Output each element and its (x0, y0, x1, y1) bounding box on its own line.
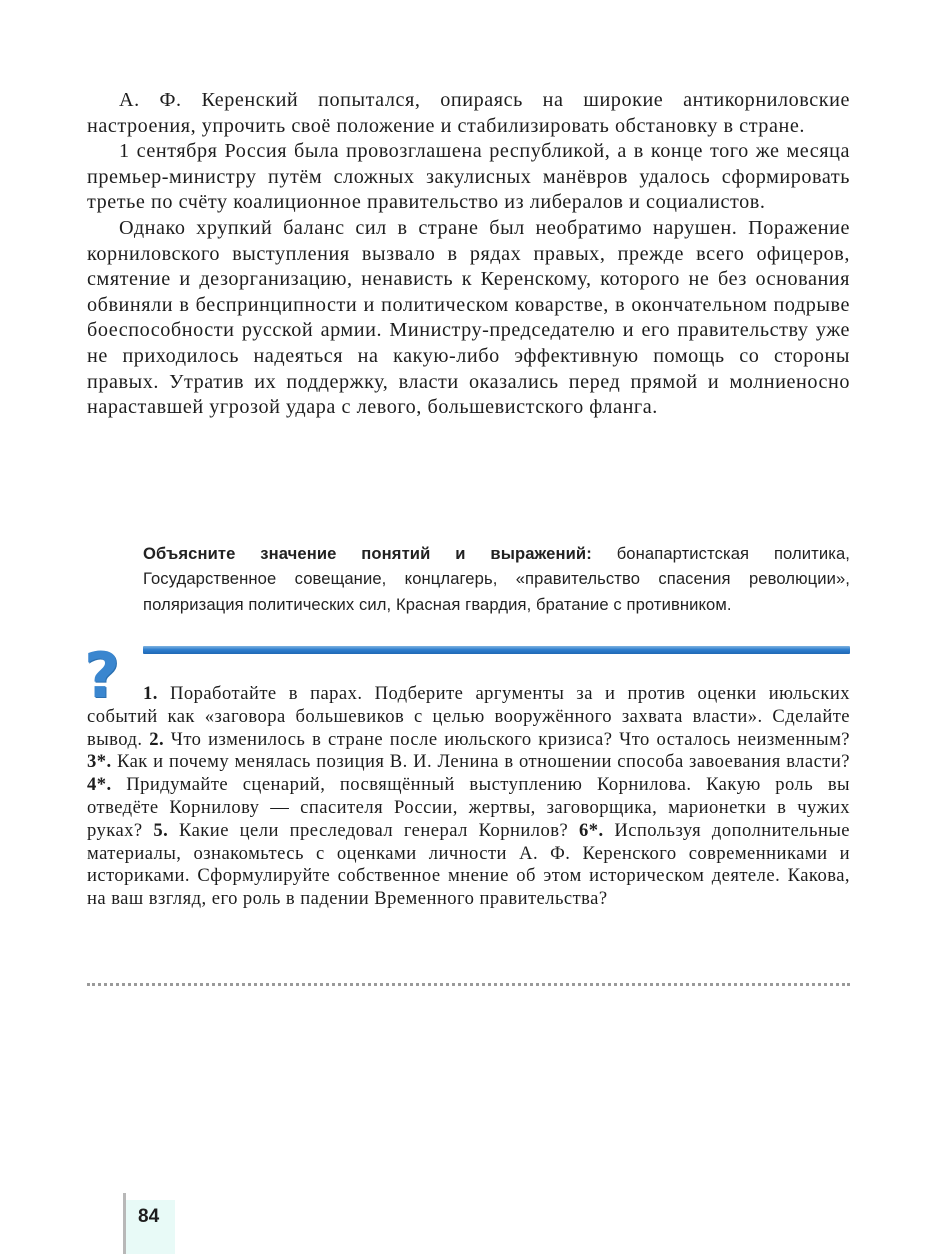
dotted-divider (87, 983, 850, 986)
main-text (87, 88, 850, 421)
question-mark-icon: ? (84, 639, 120, 712)
question-6-number: 6*. (578, 819, 604, 841)
page-number: 84 (138, 1206, 160, 1227)
question-6-text: Используя дополнительные материалы, ознакомьтесь с оценками личности А. Ф. Керенского современниками и историками. Сформулируйте собственное мнение об этом историческом деятеле. Какова, на ваш взгляд, его роль в падении Временного правительства? (87, 819, 850, 910)
questions-text (87, 683, 850, 911)
questions-block (87, 683, 850, 911)
section-divider-bar (143, 646, 850, 654)
paragraph-3: Однако хрупкий баланс сил в стране был необратимо нарушен. Поражение корниловского выступления вызвало в рядах правых, прежде всего офицеров, смятение и дезорганизацию, ненависть к Керенскому, которого не без основания обвиняли в беспринципности и политическом коварстве, в окончательном подрыве боеспособности русской армии. Министру-председателю и его правительству уже не приходилось надеяться на какую-либо эффективную помощь со стороны правых. Утратив их поддержку, власти оказались перед прямой и молниеносно нараставшей угрозой удара с левого, большевистского фланга. (87, 216, 850, 419)
terms-lead: Объясните значение понятий и выражений: (143, 544, 592, 563)
question-4-text: Придумайте сценарий, посвящённый выступлению Корнилова. Какую роль вы отведёте Корнилову — спасителя России, жертвы, заговорщика, марионетки в чужих руках? (87, 774, 850, 841)
terms-box (143, 541, 850, 617)
paragraph-1: А. Ф. Керенский попытался, опираясь на широкие антикорниловские настроения, упрочить своё положение и стабилизировать обстановку в стране. (87, 89, 850, 137)
question-3-text: Как и почему менялась позиция В. И. Ленина в отношении способа завоевания власти? (111, 751, 850, 773)
paragraph-2: 1 сентября Россия была провозглашена республикой, а в конце того же месяца премьер-министру путём сложных закулисных манёвров удалось сформировать третье по счёту коалиционное правительство из либералов и социалистов. (87, 140, 850, 214)
question-2-number: 2. (149, 728, 165, 750)
question-5-text: Какие цели преследовал генерал Корнилов? (168, 819, 579, 841)
question-2-text: Что изменилось в стране после июльского кризиса? Что осталось неизменным? (164, 728, 850, 750)
question-1-number: 1. (143, 683, 158, 704)
question-1-text: Поработайте в парах. Подберите аргументы за и против оценки июльских событий как «заговора большевиков с целью вооружённого захвата власти». Сделайте вывод. (87, 683, 850, 750)
question-5-number: 5. (153, 819, 169, 841)
terms-text: бонапартистская политика, Государственное совещание, концлагерь, «правительство спасения революции», поляризация политических сил, Красная гвардия, братание с противником. (143, 544, 850, 614)
page-margin-line (123, 1193, 126, 1254)
question-4-number: 4*. (87, 774, 112, 796)
question-3-number: 3*. (87, 751, 112, 773)
